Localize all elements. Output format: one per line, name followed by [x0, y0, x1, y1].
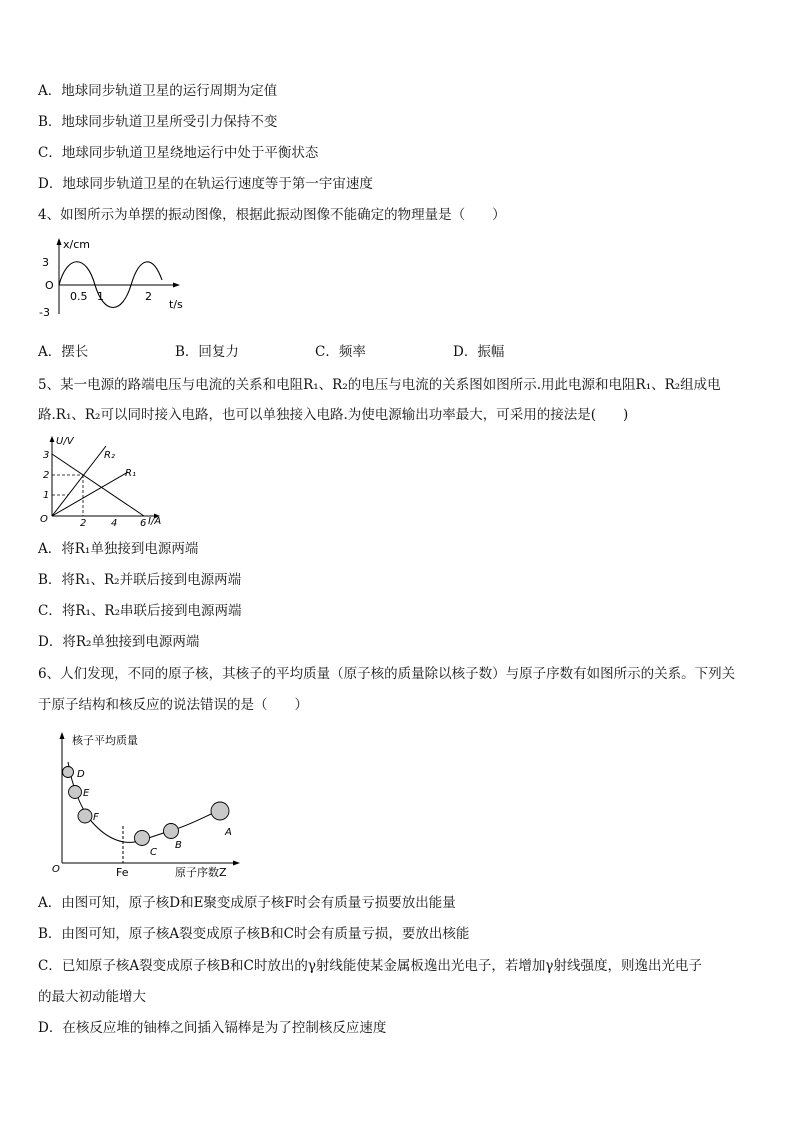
q6-point-d [63, 767, 74, 778]
q6-point-a [211, 802, 229, 820]
q4-option-d: D．振幅 [453, 344, 505, 360]
q4-origin: O [45, 279, 54, 292]
q6-option-c-line2: 的最大初动能增大 [38, 989, 146, 1005]
q5-x-tick-4: 4 [111, 518, 118, 529]
q6-point-f [78, 809, 92, 823]
q3-option-d: D．地球同步轨道卫星的在轨运行速度等于第一宇宙速度 [38, 176, 373, 192]
q4-x-tick-1: 1 [97, 290, 104, 303]
q5-y-tick-2: 2 [43, 470, 50, 481]
q6-stem-line1: 6、人们发现，不同的原子核，其核子的平均质量（原子核的质量除以核子数）与原子序数有如图所示的关系。下列关 [38, 666, 736, 682]
q5-x-tick-6: 6 [140, 518, 147, 529]
q6-label-f: F [93, 812, 99, 823]
q6-label-d: D [77, 769, 85, 780]
q6-option-d: D．在核反应堆的铀棒之间插入镉棒是为了控制核反应速度 [38, 1020, 387, 1036]
q5-x-tick-2: 2 [80, 518, 87, 529]
q6-point-e [69, 786, 82, 799]
q6-option-c-line1: C．已知原子核A裂变成原子核B和C时放出的γ射线能使某金属板逸出光电子，若增加γ射线强度，则逸出光电子 [38, 958, 702, 974]
q4-vibration-graph [36, 236, 196, 326]
q6-point-b [164, 824, 179, 839]
q5-r2-label: R₂ [104, 450, 115, 461]
q6-binding-graph [50, 730, 250, 878]
q5-y-label: U/V [56, 436, 74, 447]
q4-x-tick-05: 0.5 [70, 290, 88, 303]
q5-r1-label: R₁ [125, 468, 136, 479]
q6-fe-label: Fe [116, 866, 129, 879]
q4-x-label: t/s [169, 298, 183, 311]
q5-y-tick-1: 1 [43, 490, 50, 501]
q5-r2-line [52, 446, 106, 516]
q4-stem: 4、如图所示为单摆的振动图像，根据此振动图像不能确定的物理量是（ ） [38, 207, 506, 223]
q4-y-tick-3: 3 [42, 256, 49, 269]
q4-option-c: C．频率 [315, 344, 366, 360]
q5-stem-line2: 路.R₁、R₂可以同时接入电路，也可以单独接入电路.为使电源输出功率最大，可采用的接法是( ) [38, 407, 629, 423]
q6-origin: O [52, 864, 60, 875]
q5-y-tick-3: 3 [43, 450, 50, 461]
q5-option-c: C．将R₁、R₂串联后接到电源两端 [38, 603, 242, 619]
q5-option-d: D．将R₂单独接到电源两端 [38, 634, 200, 650]
q4-x-tick-2: 2 [145, 290, 152, 303]
q5-option-a: A．将R₁单独接到电源两端 [38, 541, 199, 557]
q3-option-a: A．地球同步轨道卫星的运行周期为定值 [38, 83, 278, 99]
q5-origin: O [40, 514, 48, 525]
q6-label-c: C [150, 847, 157, 858]
q6-label-e: E [83, 788, 90, 799]
q6-option-b: B．由图可知，原子核A裂变成原子核B和C时会有质量亏损，要放出核能 [38, 926, 470, 942]
q4-option-b: B．回复力 [175, 344, 239, 360]
q6-point-c [135, 831, 150, 846]
q5-x-label: I/A [148, 516, 162, 527]
q6-label-a: A [225, 827, 232, 838]
q4-y-label: x/cm [63, 238, 90, 251]
q4-option-a: A．摆长 [38, 344, 89, 360]
q3-option-c: C．地球同步轨道卫星绕地运行中处于平衡状态 [38, 145, 319, 161]
q6-option-a: A．由图可知，原子核D和E聚变成原子核F时会有质量亏损要放出能量 [38, 895, 456, 911]
q5-stem-line1: 5、某一电源的路端电压与电流的关系和电阻R₁、R₂的电压与电流的关系图如图所示.用此电源和电阻R₁、R₂组成电 [38, 377, 721, 393]
q6-y-label: 核子平均质量 [72, 734, 138, 747]
q6-label-b: B [175, 840, 182, 851]
q6-x-label: 原子序数Z [175, 866, 227, 879]
q5-source-line [52, 454, 144, 516]
q6-stem-line2: 于原子结构和核反应的说法错误的是（ ） [38, 697, 308, 713]
q3-option-b: B．地球同步轨道卫星所受引力保持不变 [38, 114, 278, 130]
q4-y-tick-neg3: -3 [39, 306, 50, 319]
q5-option-b: B．将R₁、R₂并联后接到电源两端 [38, 572, 242, 588]
q5-iu-graph [36, 434, 171, 529]
q5-r1-line [52, 472, 128, 516]
